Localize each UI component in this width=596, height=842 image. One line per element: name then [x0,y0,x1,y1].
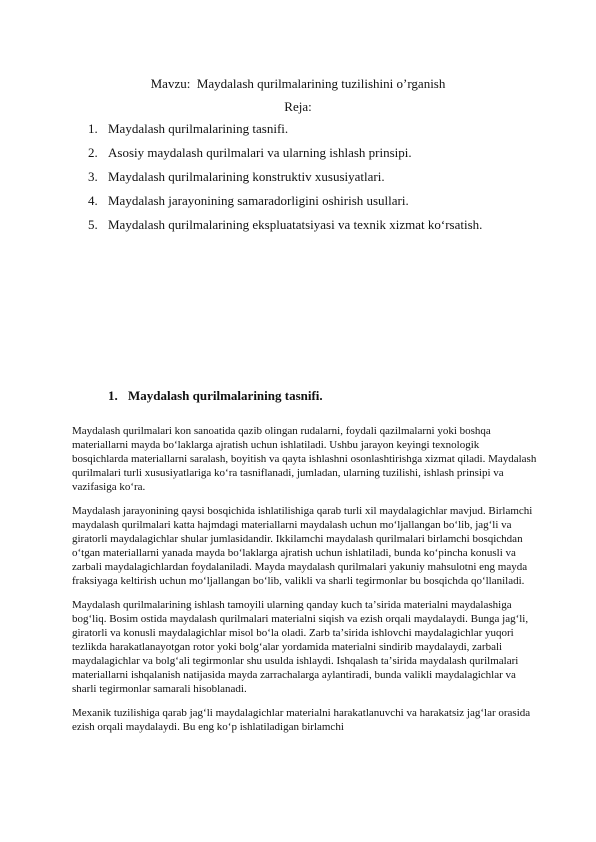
plan-item [88,193,482,217]
paragraph: Maydalash qurilmalarining ishlash tamoyili ularning qanday kuch taʼsirida materialni maydalashiga bogʻliq. Bosim ostida maydalash qurilmalari materialni siqish va ezish orqali maydalaydi. Bunga jagʻli, giratorli va konusli maydalagichlar misol boʻla oladi. Zarb taʼsirida ishlovchi maydalagichlar yuqori tezlikda harakatlanayotgan rotor yoki bolgʻalar yordamida materialni sindirib maydalaydi, zarbali maydalagichlar va bolgʻali tegirmonlar shu usulda ishlaydi. Ishqalash taʼsirida maydalash qurilmalari materiallarni ishqalanish natijasida mayda zarrachalarga aylantiradi, bunda valikli maydalagichlar va sharli tegirmonlar samarali hisoblanadi. [72,599,529,695]
plan-item-number: 2. [88,145,98,160]
plan-item-number: 1. [88,121,98,136]
section-heading-text: Maydalash qurilmalarining tasnifi. [128,388,323,403]
plan-item-number: 5. [88,217,98,232]
plan-item [88,145,482,169]
paragraph: Mexanik tuzilishiga qarab jagʻli maydalagichlar materialni harakatlanuvchi va harakatsiz jagʻlar orasida ezish orqali maydalaydi. Bu eng koʻp ishlatiladigan birlamchi [72,707,531,733]
plan-item-text: Asosiy maydalash qurilmalari va ularning ishlash prinsipi. [108,145,412,160]
paragraph: Maydalash qurilmalari kon sanoatida qazib olingan rudalarni, foydali qazilmalarni yoki boshqa materiallarni mayda boʻlaklarga ajratish uchun ishlatiladi. Ushbu jarayon keyingi texnologik bosqichlarda materiallarni saralash, boyitish va qayta ishlashni osonlashtirishga xizmat qiladi. Maydalash qurilmalari turli xususiyatlariga koʻra tasniflanadi, jumladan, ularning tuzilishi, ishlash prinsipi va vazifasiga koʻra. [72,425,537,493]
body-text [72,424,538,744]
plan-item-number: 4. [88,193,98,208]
plan-item-text: Maydalash jarayonining samaradorligini oshirish usullari. [108,193,409,208]
section-heading [108,388,323,404]
plan-title: Reja: [284,99,312,114]
plan-item-text: Maydalash qurilmalarining ekspluatatsiyasi va texnik xizmat koʻrsatish. [108,217,483,232]
plan-item [88,217,482,241]
plan-item-text: Maydalash qurilmalarining tasnifi. [108,121,289,136]
paragraph: Maydalash jarayonining qaysi bosqichida ishlatilishiga qarab turli xil maydalagichlar mavjud. Birlamchi maydalash qurilmalari katta hajmdagi materiallarni maydalash uchun moʻljallangan boʻlib, jagʻli va giratorli maydalagichlar shular jumlasidandir. Ikkilamchi maydalash qurilmalari birlamchi bosqichdan oʻtgan materiallarni yanada mayda boʻlaklarga ajratish uchun ishlatiladi, bunda koʻpincha konusli va zarbali maydalagichlardan foydalaniladi. Mayda maydalash qurilmalari yakuniy mahsulotni eng mayda fraksiyaga keltirish uchun moʻljallangan boʻlib, valikli va sharli tegirmonlar bu bosqichda qoʻllaniladi. [72,505,533,587]
plan-item-text: Maydalash qurilmalarining konstruktiv xususiyatlari. [108,169,385,184]
plan-list [88,121,482,241]
plan-item [88,121,482,145]
section-heading-number: 1. [108,388,118,403]
plan-item-number: 3. [88,169,98,184]
plan-item [88,169,482,193]
topic-title: Mavzu: Maydalash qurilmalarining tuzilishini o’rganish [150,76,446,91]
